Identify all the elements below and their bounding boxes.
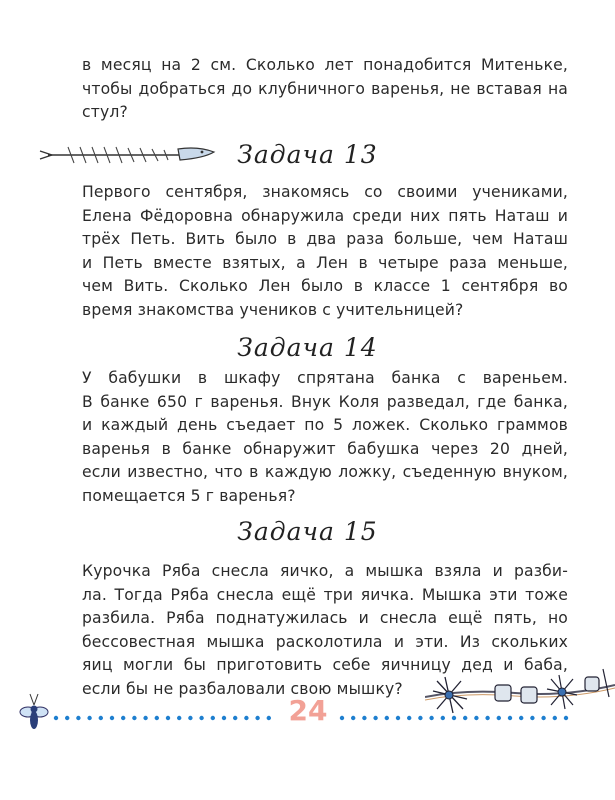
dot (255, 716, 259, 720)
fly-icon (18, 690, 50, 736)
dot (267, 716, 271, 720)
dot (530, 716, 534, 720)
dotted-rule-right (338, 712, 578, 724)
dot (132, 716, 136, 720)
task-13-title: Задача 13 (237, 140, 378, 169)
dot (463, 716, 467, 720)
dot (418, 716, 422, 720)
dot (244, 716, 248, 720)
dot (519, 716, 523, 720)
dot (54, 716, 58, 720)
text-line: если бы не разбаловали свою мышку? (82, 679, 403, 698)
dot (99, 716, 103, 720)
text-line: чтобы добраться до клубничного варенья, не вставая на (82, 79, 568, 98)
dot (373, 716, 377, 720)
dot (474, 716, 478, 720)
dot (166, 716, 170, 720)
dot (429, 716, 433, 720)
text-line: и Петь вместе взятых, а Лен в четыре раза меньше, (82, 253, 568, 272)
text-line: яиц могли бы приготовить себе яичницу дед и баба, (82, 656, 568, 674)
dot (441, 716, 445, 720)
dot (233, 716, 237, 720)
dot (362, 716, 366, 720)
text-line: разбила. Ряба поднатужилась и снесла ещё пять, но (82, 609, 568, 627)
dot (564, 716, 568, 720)
dot (385, 716, 389, 720)
intro-paragraph (82, 54, 568, 125)
dot (497, 716, 501, 720)
dot (155, 716, 159, 720)
dot (199, 716, 203, 720)
text-line: чем Вить. Сколько Лен было в классе 1 сентября во (82, 277, 568, 295)
text-line: ла. Тогда Ряба снесла ещё три яичка. Мышка эти тоже (82, 585, 568, 604)
dot (110, 716, 114, 720)
dot (143, 716, 147, 720)
text-line: помещается 5 г варенья? (82, 486, 296, 505)
dot (121, 716, 125, 720)
text-line: бессовестная мышка расколотила и эти. Из скольких (82, 632, 568, 651)
dot (553, 716, 557, 720)
page-number: 24 (288, 694, 328, 727)
dot (76, 716, 80, 720)
dot (452, 716, 456, 720)
dot (508, 716, 512, 720)
dot (351, 716, 355, 720)
text-line: У бабушки в шкафу спрятана банка с вареньем. (82, 369, 568, 387)
text-line: Курочка Ряба снесла яичко, а мышка взяла и разби- (82, 562, 568, 580)
dot (65, 716, 69, 720)
dot (87, 716, 91, 720)
text-line: если известно, что в каждую ложку, съеденную внуком, (82, 463, 568, 481)
dot (396, 716, 400, 720)
text-line: время знакомства учеников с учительницей? (82, 300, 464, 319)
dotted-rule-left (52, 712, 272, 724)
task-15-title: Задача 15 (237, 517, 378, 546)
dot (407, 716, 411, 720)
text-line: стул? (82, 103, 128, 121)
dot (177, 716, 181, 720)
text-line: в месяц на 2 см. Сколько лет понадобится Митеньке, (82, 56, 568, 74)
task-14-text (82, 367, 568, 508)
text-line: В банке 650 г варенья. Внук Коля разведал, где банка, (82, 392, 568, 411)
dot (188, 716, 192, 720)
text-line: варенья в банке обнаружит бабушка через 20 дней, (82, 439, 568, 458)
text-line: Первого сентября, знакомясь со своими учениками, (82, 183, 568, 201)
dot (340, 716, 344, 720)
dot (211, 716, 215, 720)
dot (222, 716, 226, 720)
dot (541, 716, 545, 720)
task-13-text (82, 181, 568, 322)
text-line: и каждый день съедает по 5 ложек. Сколько граммов (82, 416, 568, 434)
dot (485, 716, 489, 720)
text-line: Елена Фёдоровна обнаружила среди них пять Наташ и (82, 206, 568, 225)
text-line: трёх Петь. Вить было в два раза больше, чем Наташ (82, 230, 568, 248)
task-14-title: Задача 14 (237, 333, 378, 362)
